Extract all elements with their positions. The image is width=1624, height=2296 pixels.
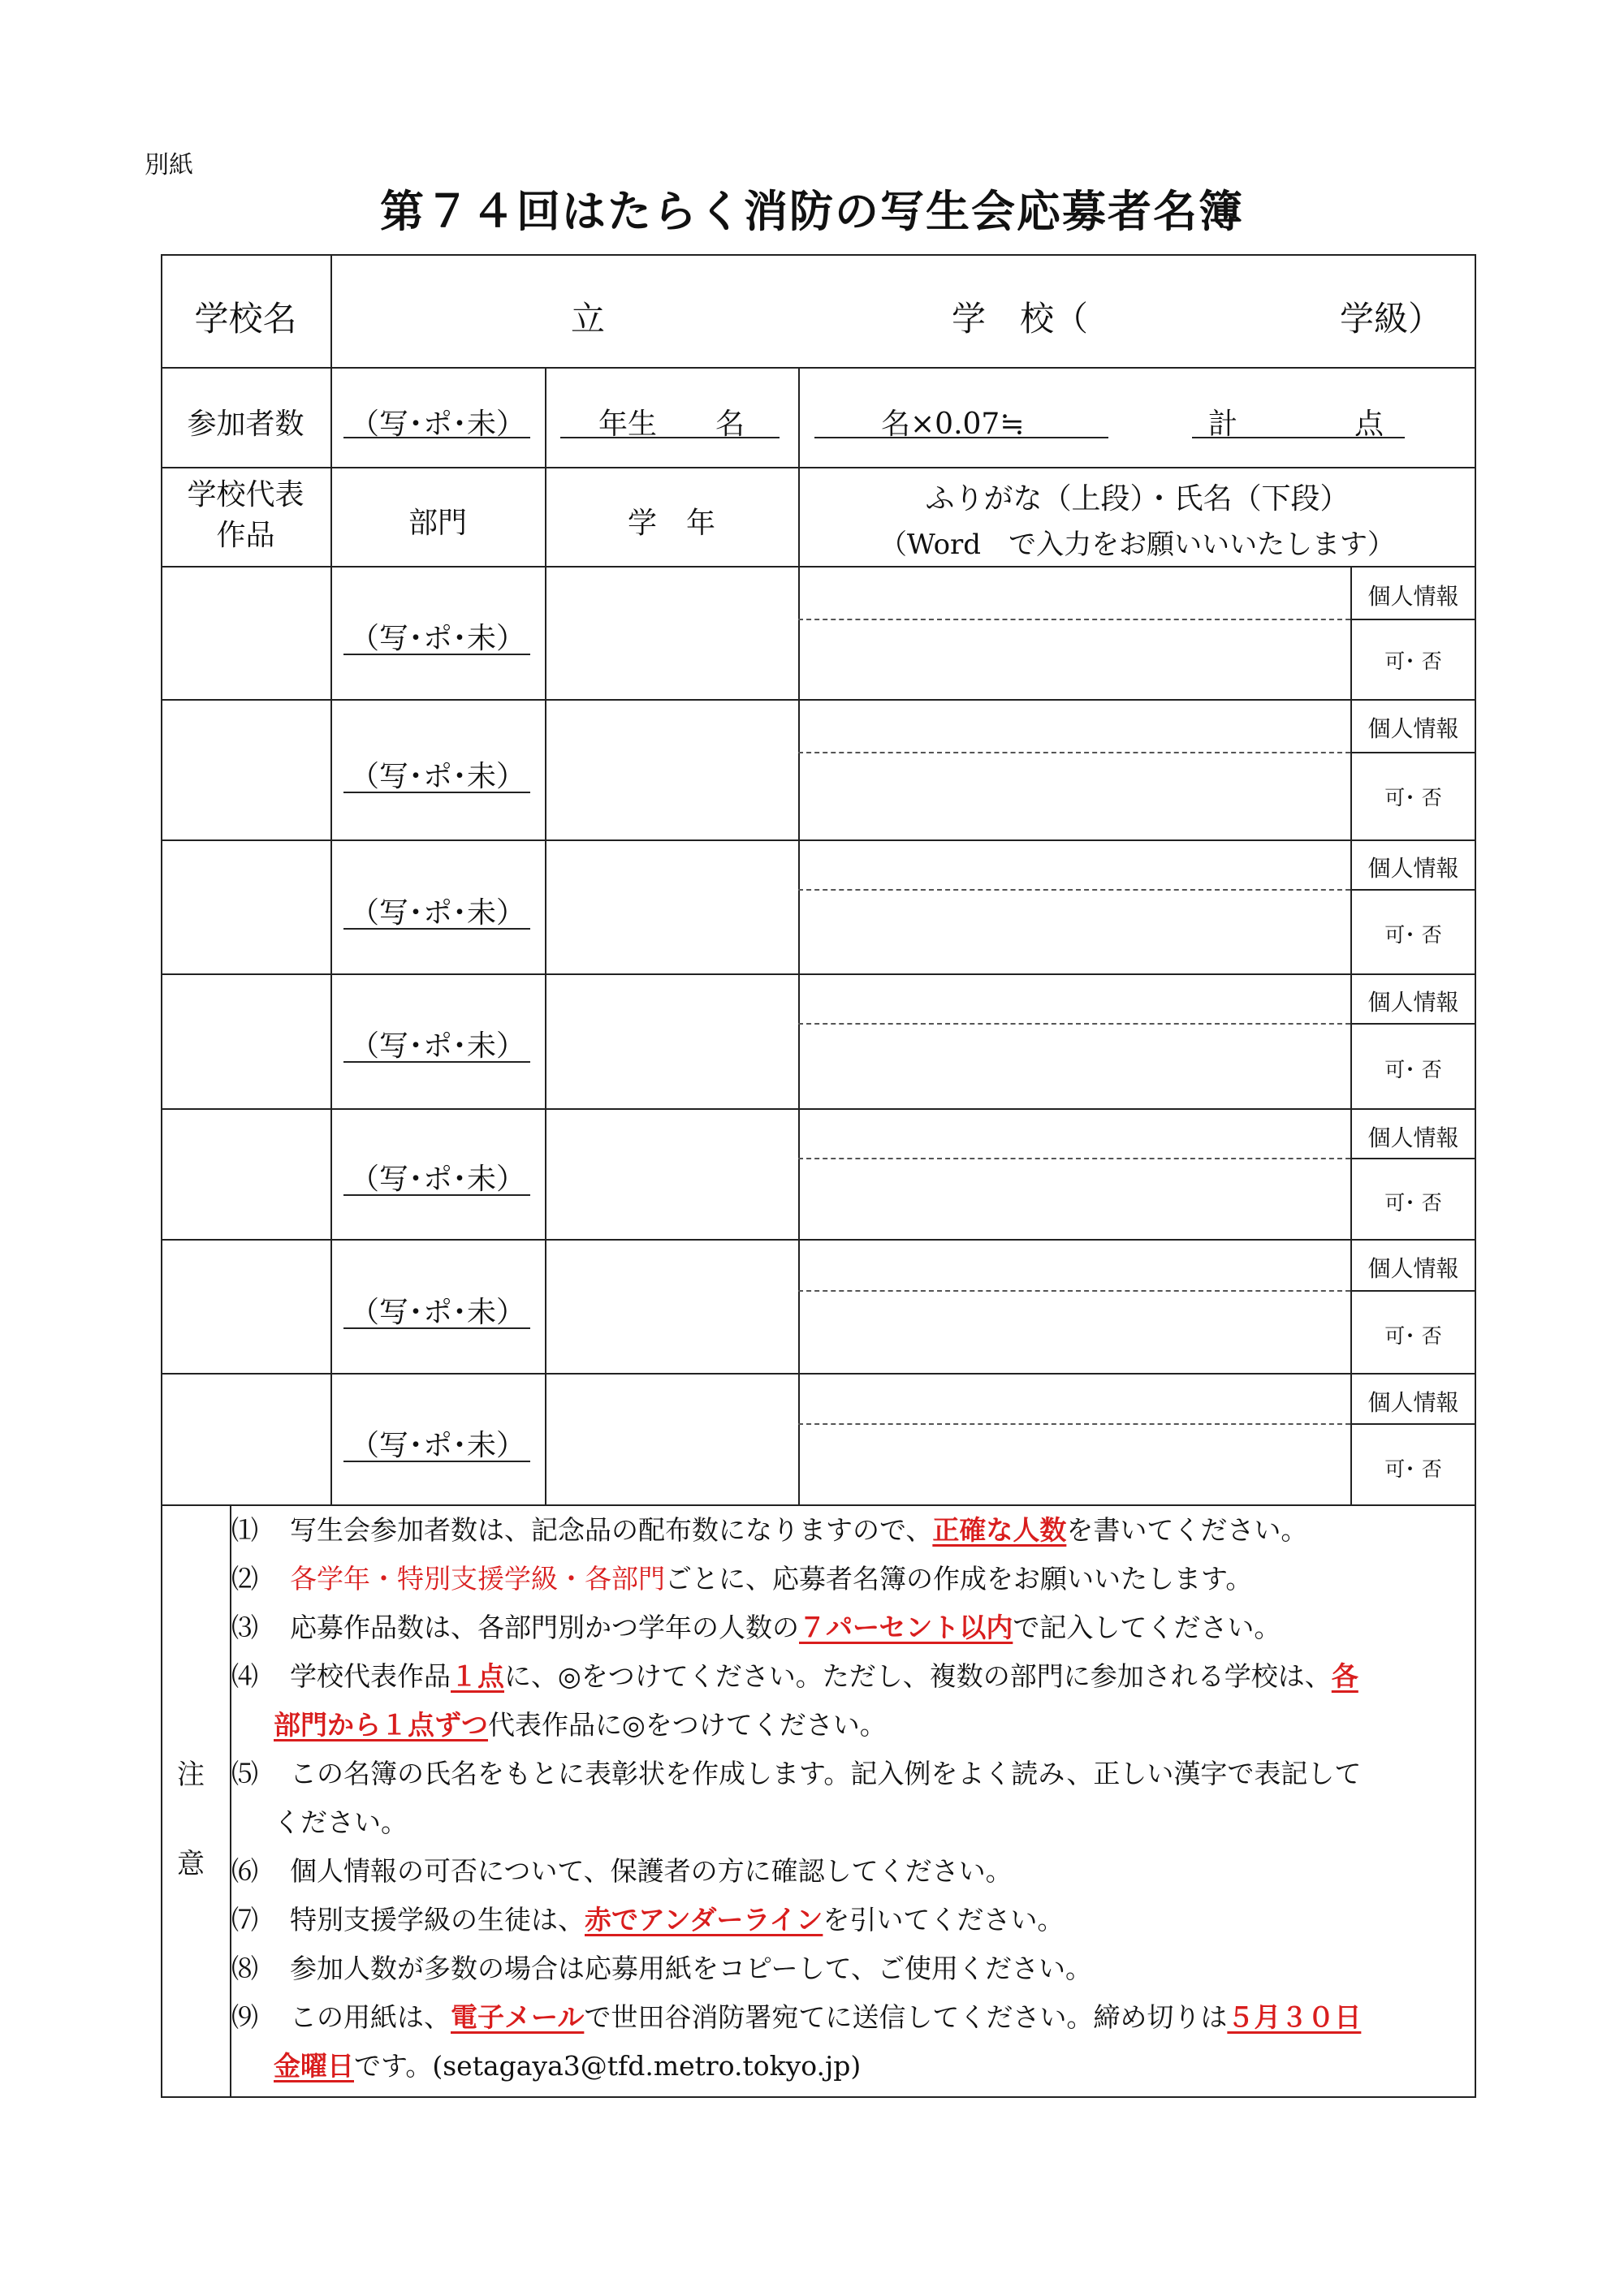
dept-header: 部門 (408, 507, 467, 540)
underline (343, 1061, 530, 1063)
note-text: 各学年・特別支援学級・各部門ごとに、応募者名簿の作成をお願いいたします。 (290, 1563, 1253, 1595)
note-item (231, 1896, 1466, 1944)
furigana-divider (798, 752, 1350, 753)
note-item (231, 1603, 1466, 1652)
name-header-line1: ふりがな（上段）・氏名（下段） (925, 482, 1350, 516)
name-header-line2: （Word で入力をお願いいいたします） (879, 529, 1396, 561)
underline (343, 1194, 530, 1196)
note-number: ⑴ (231, 1514, 258, 1546)
privacy-choice: 可･ 否 (1384, 786, 1442, 809)
note-text: 参加人数が多数の場合は応募用紙をコピーして、ご使用ください。 (290, 1953, 1093, 1984)
school-gakko: 学 校（ (952, 299, 1089, 339)
note-number: ⑸ (231, 1758, 258, 1789)
privacy-divider (1350, 752, 1476, 753)
privacy-label: 個人情報 (1367, 989, 1459, 1016)
notes-list (231, 1506, 1466, 2091)
privacy-label: 個人情報 (1367, 583, 1459, 610)
participants-category: （写･ポ･未） (349, 408, 525, 441)
entry-category: （写･ポ･未） (349, 760, 525, 793)
privacy-divider (1350, 1423, 1476, 1425)
entry-category: （写･ポ･未） (349, 1429, 525, 1462)
note-text: この用紙は、電子メールで世田谷消防署宛てに送信してください。締め切りは５月３０日 (290, 2001, 1362, 2033)
col-divider (1350, 566, 1352, 1504)
underline (343, 1327, 530, 1329)
privacy-divider (1350, 1158, 1476, 1159)
furigana-divider (798, 619, 1350, 620)
privacy-choice: 可･ 否 (1384, 923, 1442, 947)
note-number: ⑼ (231, 2001, 258, 2033)
participants-total: 計 点 (1208, 408, 1384, 441)
underline (343, 928, 530, 930)
entry-category: （写･ポ･未） (349, 1029, 525, 1063)
participants-formula: 名×0.07≒ (881, 408, 1025, 441)
underline (343, 437, 530, 438)
underline (560, 437, 780, 438)
privacy-choice: 可･ 否 (1384, 1058, 1442, 1081)
representative-work-label (161, 475, 330, 556)
attachment-label: 別紙 (145, 151, 193, 179)
note-item (231, 1847, 1466, 1896)
note-item (231, 1652, 1466, 1701)
furigana-divider (798, 1423, 1350, 1425)
privacy-label: 個人情報 (1367, 1389, 1459, 1416)
note-number: ⑻ (231, 1953, 258, 1984)
privacy-divider (1350, 1023, 1476, 1025)
representative-label-line1: 学校代表 (187, 478, 304, 511)
row-divider (161, 839, 1476, 841)
privacy-choice: 可･ 否 (1384, 1191, 1442, 1215)
privacy-label: 個人情報 (1367, 1255, 1459, 1282)
row-divider (161, 367, 1476, 369)
privacy-divider (1350, 1290, 1476, 1292)
note-item (231, 1750, 1466, 1798)
notes-label-1: 注 (177, 1759, 205, 1791)
note-text: 写生会参加者数は、記念品の配布数になりますので、正確な人数を書いてください。 (290, 1514, 1308, 1546)
note-number: ⑺ (231, 1904, 258, 1936)
furigana-divider (798, 1158, 1350, 1159)
note-text: 個人情報の可否について、保護者の方に確認してください。 (290, 1855, 1013, 1887)
note-item (231, 1993, 1466, 2042)
school-ritsu: 立 (571, 299, 606, 339)
entry-category: （写･ポ･未） (349, 896, 525, 930)
participants-label: 参加者数 (187, 408, 304, 441)
underline (343, 654, 530, 655)
notes-label-2: 意 (177, 1848, 205, 1880)
furigana-divider (798, 889, 1350, 891)
furigana-divider (798, 1023, 1350, 1025)
note-number: ⑵ (231, 1563, 258, 1595)
note-text: 学校代表作品１点に、◎をつけてください。ただし、複数の部門に参加される学校は、各 (290, 1660, 1358, 1692)
school-name-label: 学校名 (194, 299, 297, 339)
row-divider (161, 1108, 1476, 1110)
row-divider (161, 973, 1476, 975)
participants-grade-count: 年生 名 (598, 408, 745, 441)
privacy-choice: 可･ 否 (1384, 1324, 1442, 1348)
row-divider (161, 1373, 1476, 1375)
row-divider (161, 467, 1476, 468)
note-continuation: ください。 (274, 1806, 408, 1838)
representative-label-line2: 作品 (216, 519, 275, 552)
school-gakkyu: 学級） (1340, 299, 1443, 339)
note-number: ⑹ (231, 1855, 258, 1887)
privacy-choice: 可･ 否 (1384, 650, 1442, 673)
row-divider (161, 1239, 1476, 1241)
entry-category: （写･ポ･未） (349, 1163, 525, 1196)
note-text: 特別支援学級の生徒は、赤でアンダーラインを引いてください。 (290, 1904, 1065, 1936)
grade-header: 学 年 (627, 507, 715, 540)
note-item (231, 1555, 1466, 1603)
note-number: ⑷ (231, 1660, 258, 1692)
row-divider (161, 566, 1476, 568)
page-title: 第７４回はたらく消防の写生会応募者名簿 (380, 185, 1244, 237)
privacy-divider (1350, 619, 1476, 620)
note-text: 応募作品数は、各部門別かつ学年の人数の７パーセント以内で記入してください。 (290, 1612, 1281, 1643)
note-number: ⑶ (231, 1612, 258, 1643)
note-continuation: 金曜日です。(setagaya3@tfd.metro.tokyo.jp) (274, 2050, 862, 2082)
privacy-choice: 可･ 否 (1384, 1457, 1442, 1481)
entry-category: （写･ポ･未） (349, 622, 525, 655)
note-continuation: 部門から１点ずつ代表作品に◎をつけてください。 (274, 1709, 887, 1741)
privacy-label: 個人情報 (1367, 715, 1459, 742)
privacy-label: 個人情報 (1367, 855, 1459, 882)
privacy-divider (1350, 889, 1476, 891)
entry-category: （写･ポ･未） (349, 1296, 525, 1329)
note-text: この名簿の氏名をもとに表彰状を作成します。記入例をよく読み、正しい漢字で表記して (290, 1758, 1362, 1789)
privacy-label: 個人情報 (1367, 1124, 1459, 1151)
row-divider (161, 699, 1476, 701)
underline (343, 1461, 530, 1462)
underline (814, 437, 1108, 438)
note-item (231, 1506, 1466, 1555)
underline (1192, 437, 1405, 438)
note-item (231, 1944, 1466, 1993)
underline (343, 792, 530, 793)
furigana-divider (798, 1290, 1350, 1292)
